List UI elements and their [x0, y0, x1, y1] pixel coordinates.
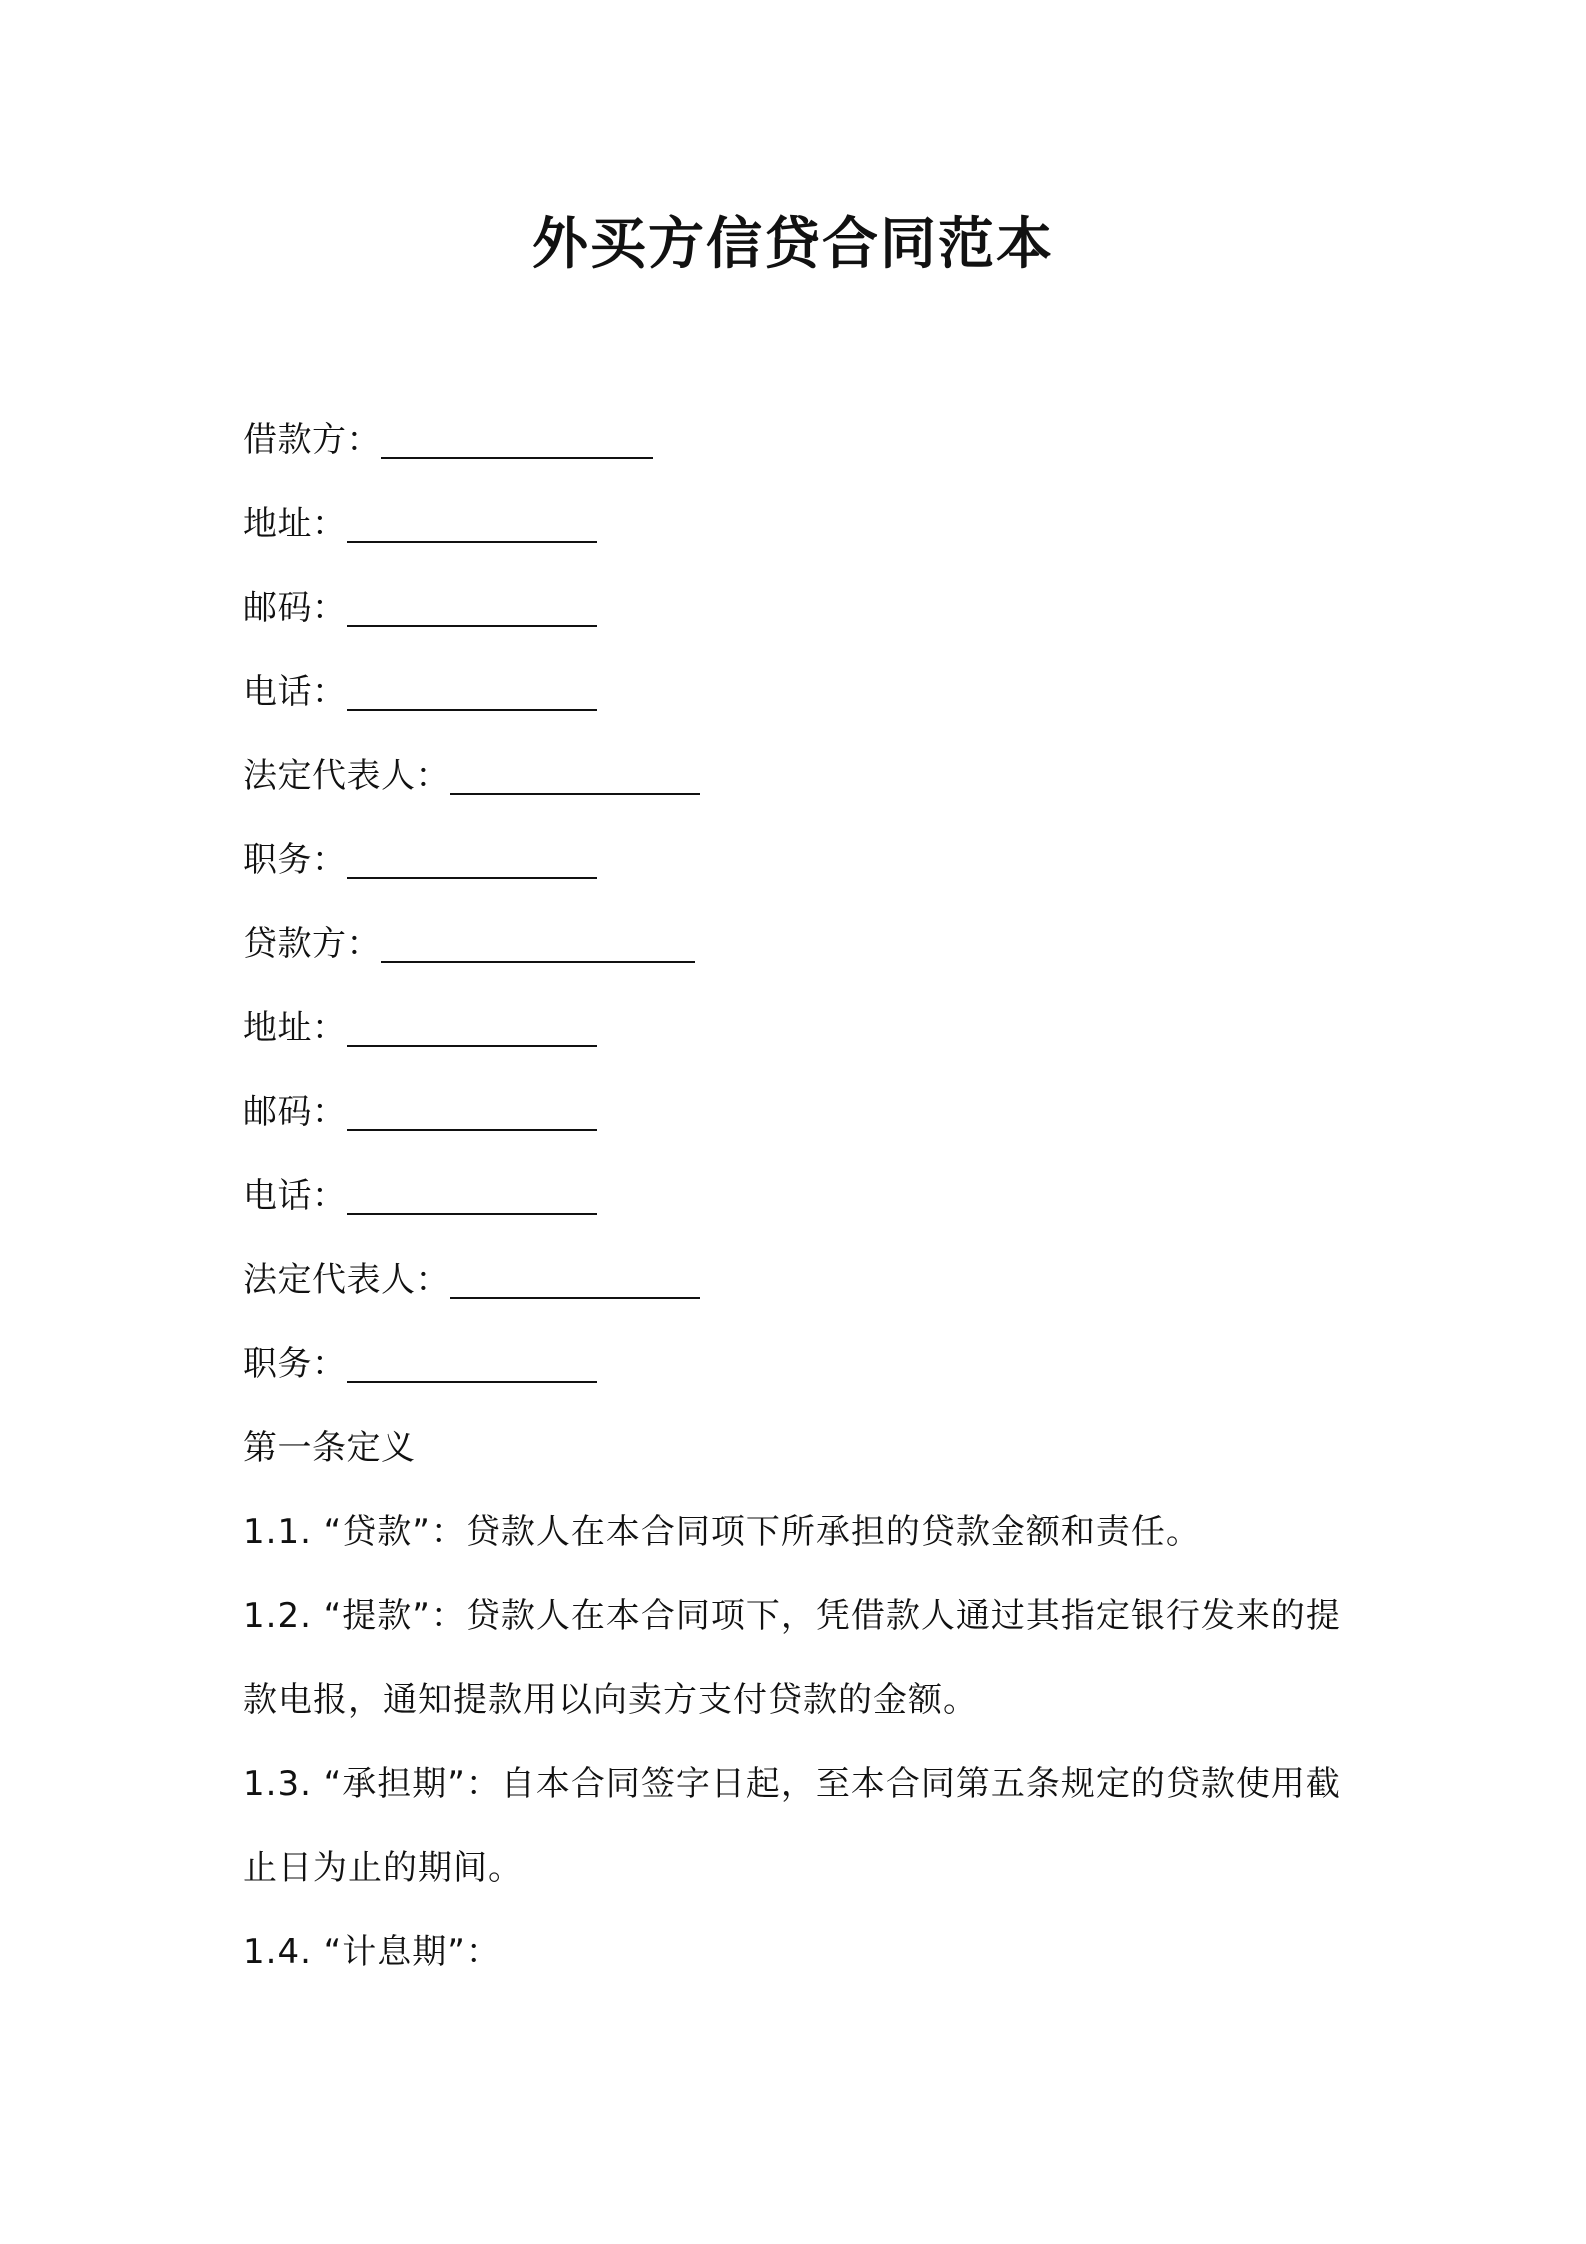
borrower-postcode-line — [243, 566, 1353, 650]
lender-address-line — [243, 986, 1353, 1070]
borrower-position-line — [243, 818, 1353, 902]
clause-1-2: 1.2. “提款”：贷款人在本合同项下，凭借款人通过其指定银行发来的提款电报，通知提款用以向卖方支付贷款的金额。 — [243, 1596, 1341, 1720]
clause-1-3: 1.3. “承担期”：自本合同签字日起，至本合同第五条规定的贷款使用截止日为止的期间。 — [243, 1764, 1341, 1888]
lender-legal-rep-label: 法定代表人： — [243, 1260, 450, 1300]
borrower-phone-line — [243, 650, 1353, 734]
lender-postcode-blank — [347, 1089, 597, 1131]
borrower-legal-rep-label: 法定代表人： — [243, 756, 450, 796]
lender-party-blank — [381, 921, 695, 963]
lender-postcode-label: 邮码： — [243, 1092, 347, 1132]
lender-legal-rep-line — [243, 1238, 1353, 1322]
lender-phone-line — [243, 1154, 1353, 1238]
lender-phone-label: 电话： — [243, 1176, 347, 1216]
borrower-postcode-blank — [347, 585, 597, 627]
lender-postcode-line — [243, 1070, 1353, 1154]
borrower-position-blank — [347, 837, 597, 879]
document-body — [243, 398, 1353, 1994]
lender-address-label: 地址： — [243, 1008, 347, 1048]
clause-1-4: 1.4. “计息期”： — [243, 1932, 501, 1972]
borrower-legal-rep-line — [243, 734, 1353, 818]
borrower-address-line — [243, 482, 1353, 566]
borrower-legal-rep-blank — [450, 753, 700, 795]
lender-position-blank — [347, 1341, 597, 1383]
clause-1-1: 1.1. “贷款”：贷款人在本合同项下所承担的贷款金额和责任。 — [243, 1512, 1201, 1552]
lender-legal-rep-blank — [450, 1257, 700, 1299]
borrower-postcode-label: 邮码： — [243, 588, 347, 628]
borrower-phone-label: 电话： — [243, 672, 347, 712]
borrower-address-blank — [347, 501, 597, 543]
borrower-position-label: 职务： — [243, 840, 347, 880]
borrower-party-blank — [381, 417, 653, 459]
lender-phone-blank — [347, 1173, 597, 1215]
borrower-address-label: 地址： — [243, 504, 347, 544]
borrower-phone-blank — [347, 669, 597, 711]
borrower-party-label: 借款方： — [243, 420, 381, 460]
document-title: 外买方信贷合同范本 — [532, 212, 1054, 277]
lender-position-label: 职务： — [243, 1344, 347, 1384]
article-1-heading: 第一条定义 — [243, 1428, 416, 1468]
lender-address-blank — [347, 1005, 597, 1047]
lender-position-line — [243, 1322, 1353, 1406]
lender-party-label: 贷款方： — [243, 924, 381, 964]
borrower-party-line — [243, 398, 1353, 482]
lender-party-line — [243, 902, 1353, 986]
